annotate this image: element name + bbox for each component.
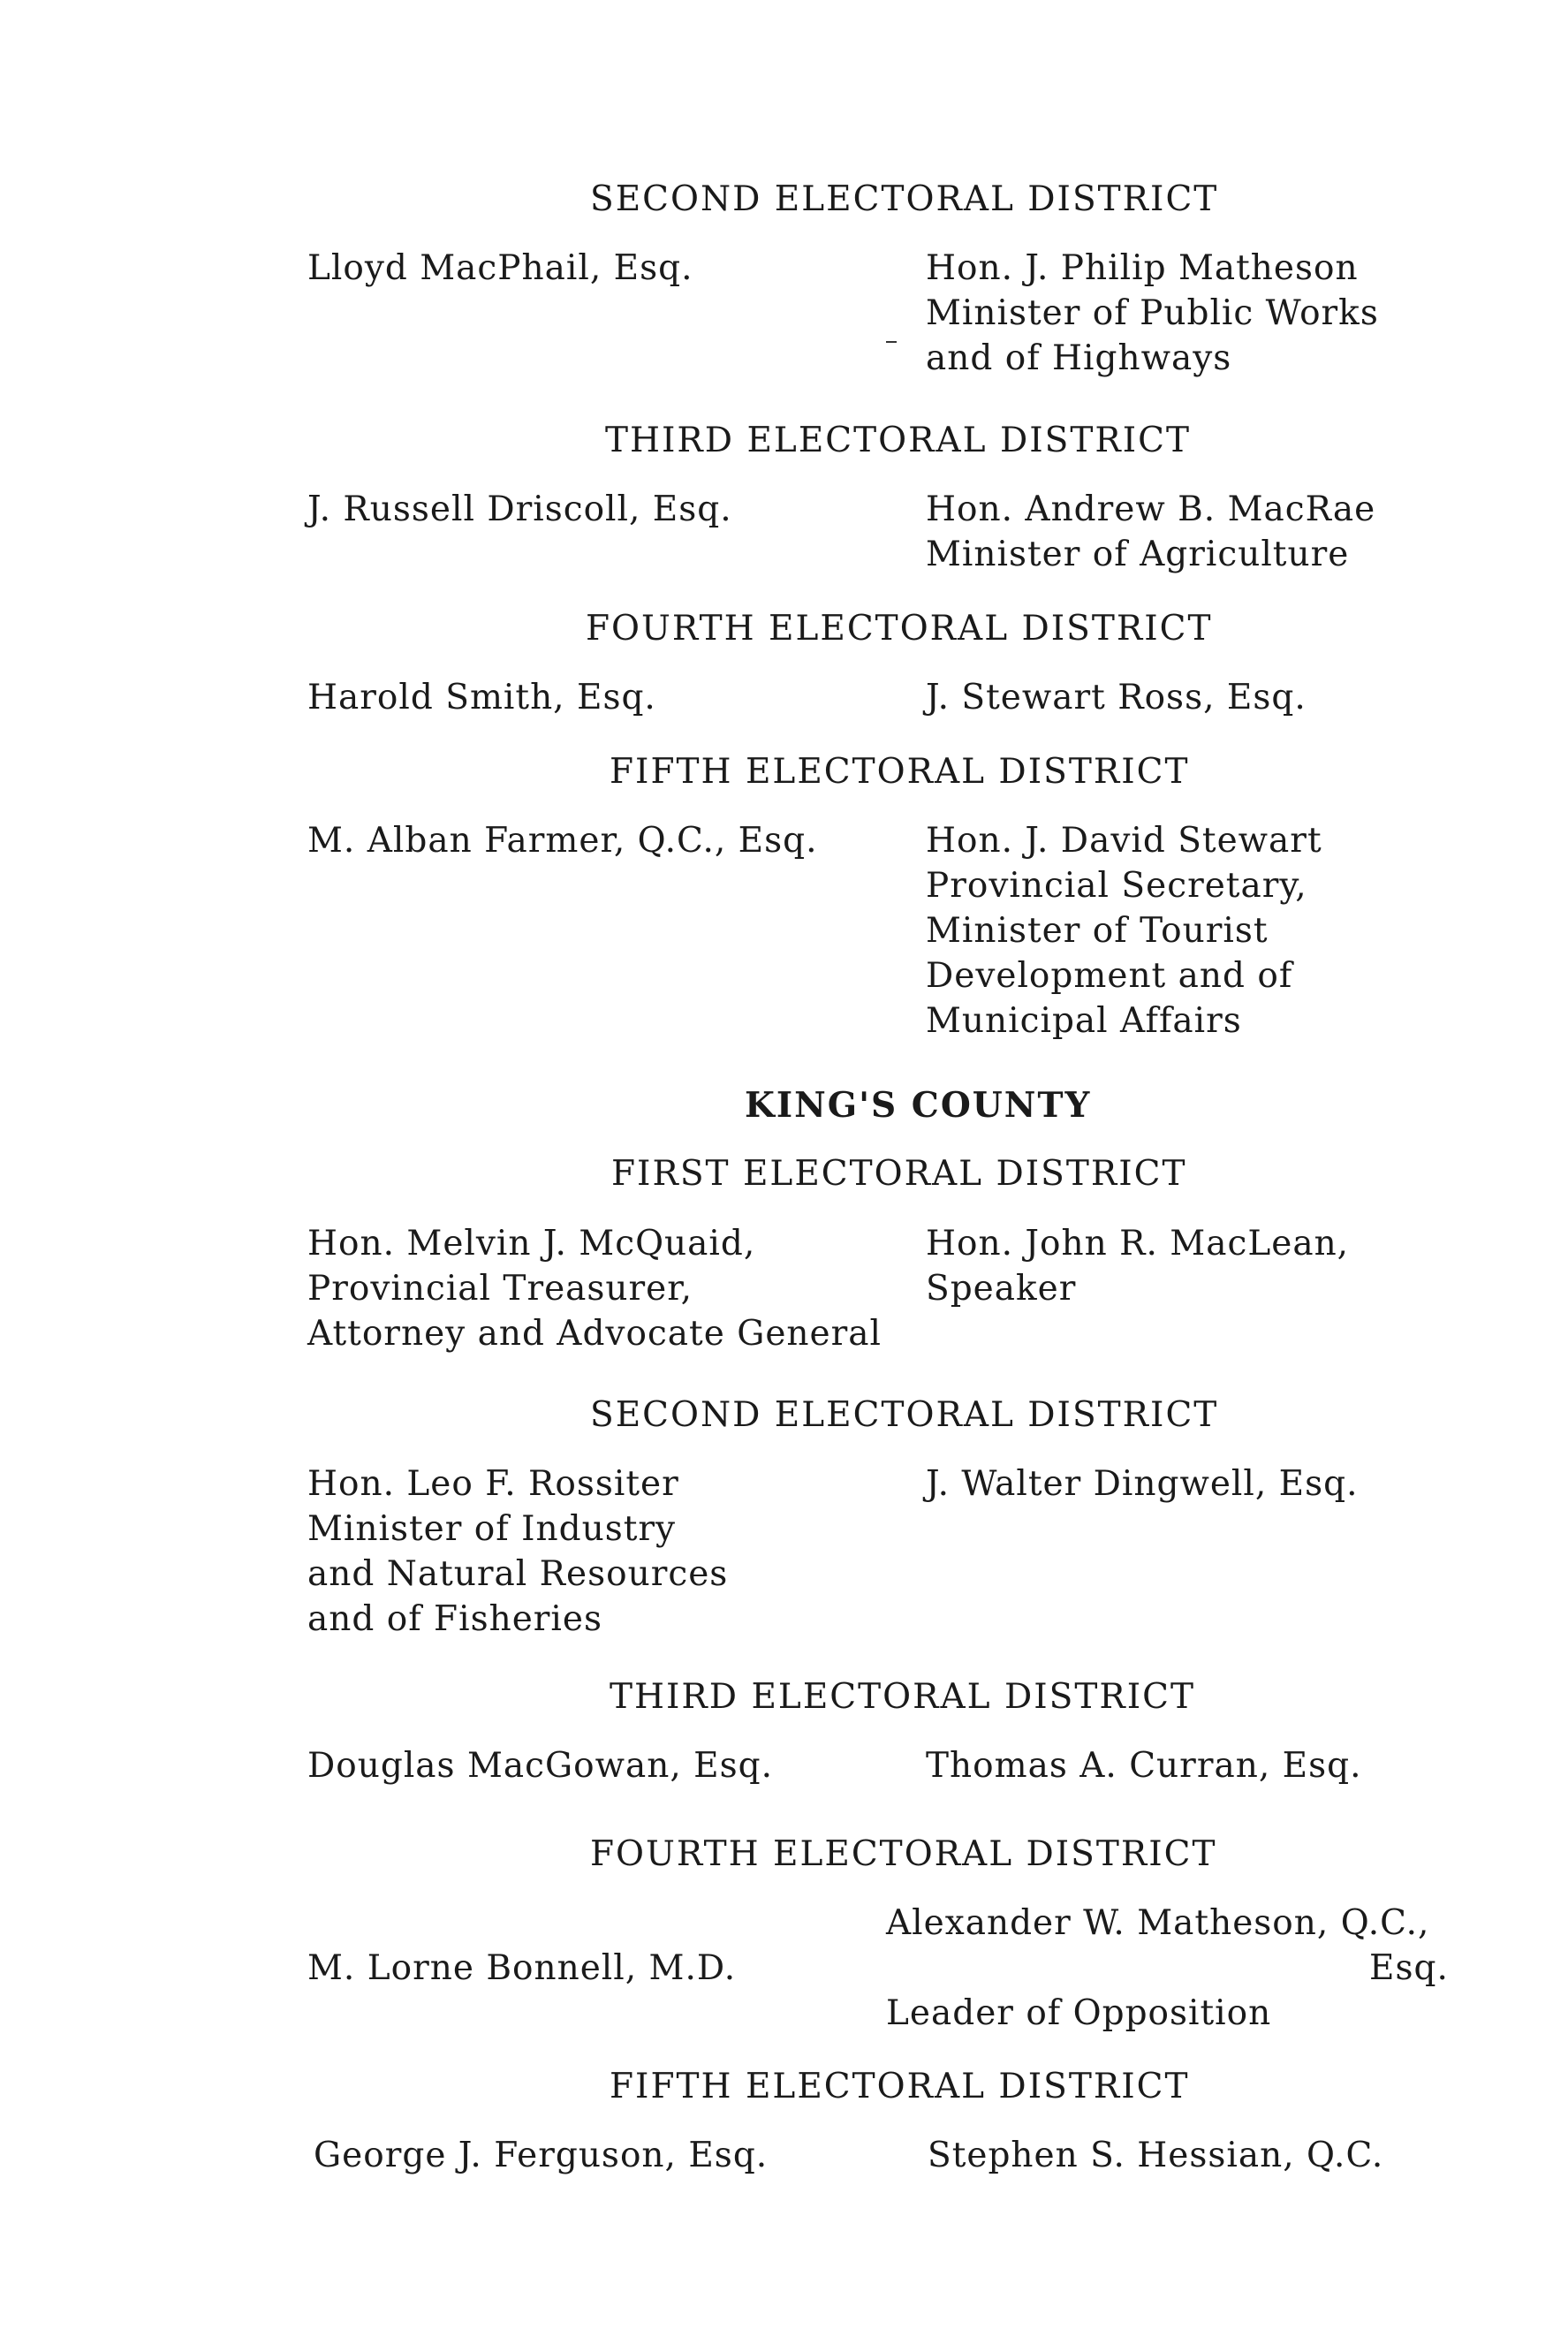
member-name: Hon. John R. MacLean, — [926, 1224, 1350, 1264]
district-heading: FOURTH ELECTORAL DISTRICT — [586, 609, 1213, 649]
county-heading: KING'S COUNTY — [745, 1085, 1092, 1126]
district-heading: SECOND ELECTORAL DISTRICT — [590, 1395, 1219, 1435]
district-heading: FIFTH ELECTORAL DISTRICT — [610, 2067, 1190, 2106]
member-name: Thomas A. Curran, Esq. — [926, 1746, 1362, 1786]
member-title: Minister of Tourist — [926, 911, 1269, 951]
member-name: Alexander W. Matheson, Q.C., — [886, 1903, 1430, 1943]
member-title: Leader of Opposition — [886, 1993, 1272, 2033]
member-name: Hon. Melvin J. McQuaid, — [307, 1224, 756, 1264]
member-title: Minister of Public Works — [926, 293, 1379, 333]
member-name: J. Walter Dingwell, Esq. — [926, 1464, 1359, 1504]
member-name: Douglas MacGowan, Esq. — [307, 1746, 774, 1786]
member-name: Hon. J. David Stewart — [926, 821, 1322, 861]
member-name: Stephen S. Hessian, Q.C. — [928, 2136, 1384, 2175]
member-title: and Natural Resources — [307, 1554, 729, 1594]
member-name: Esq. — [1369, 1948, 1449, 1988]
member-title: Minister of Industry — [307, 1509, 677, 1549]
member-name: Hon. J. Philip Matheson — [926, 248, 1359, 288]
member-title: Minister of Agriculture — [926, 535, 1350, 574]
member-title: Speaker — [926, 1269, 1077, 1309]
member-title: Development and of — [926, 956, 1293, 996]
member-name: Lloyd MacPhail, Esq. — [307, 248, 693, 288]
member-title: Provincial Secretary, — [926, 866, 1307, 906]
member-name: Hon. Andrew B. MacRae — [926, 489, 1376, 529]
member-title: and of Fisheries — [307, 1599, 602, 1639]
district-heading: FIFTH ELECTORAL DISTRICT — [610, 752, 1190, 792]
district-heading: SECOND ELECTORAL DISTRICT — [590, 179, 1219, 219]
member-title: Municipal Affairs — [926, 1001, 1242, 1041]
district-heading: FOURTH ELECTORAL DISTRICT — [590, 1834, 1217, 1874]
member-name: J. Russell Driscoll, Esq. — [307, 489, 732, 529]
member-name: Hon. Leo F. Rossiter — [307, 1464, 679, 1504]
member-name: George J. Ferguson, Esq. — [314, 2136, 769, 2175]
member-name: M. Lorne Bonnell, M.D. — [307, 1948, 737, 1988]
member-title: and of Highways — [926, 338, 1232, 378]
print-mark — [886, 341, 897, 343]
district-heading: THIRD ELECTORAL DISTRICT — [610, 1677, 1195, 1717]
district-heading: FIRST ELECTORAL DISTRICT — [611, 1154, 1187, 1194]
member-title: Provincial Treasurer, — [307, 1269, 693, 1309]
district-heading: THIRD ELECTORAL DISTRICT — [605, 421, 1191, 460]
member-title: Attorney and Advocate General — [307, 1314, 882, 1354]
member-name: Harold Smith, Esq. — [307, 678, 656, 717]
member-name: M. Alban Farmer, Q.C., Esq. — [307, 821, 818, 861]
member-name: J. Stewart Ross, Esq. — [926, 678, 1307, 717]
